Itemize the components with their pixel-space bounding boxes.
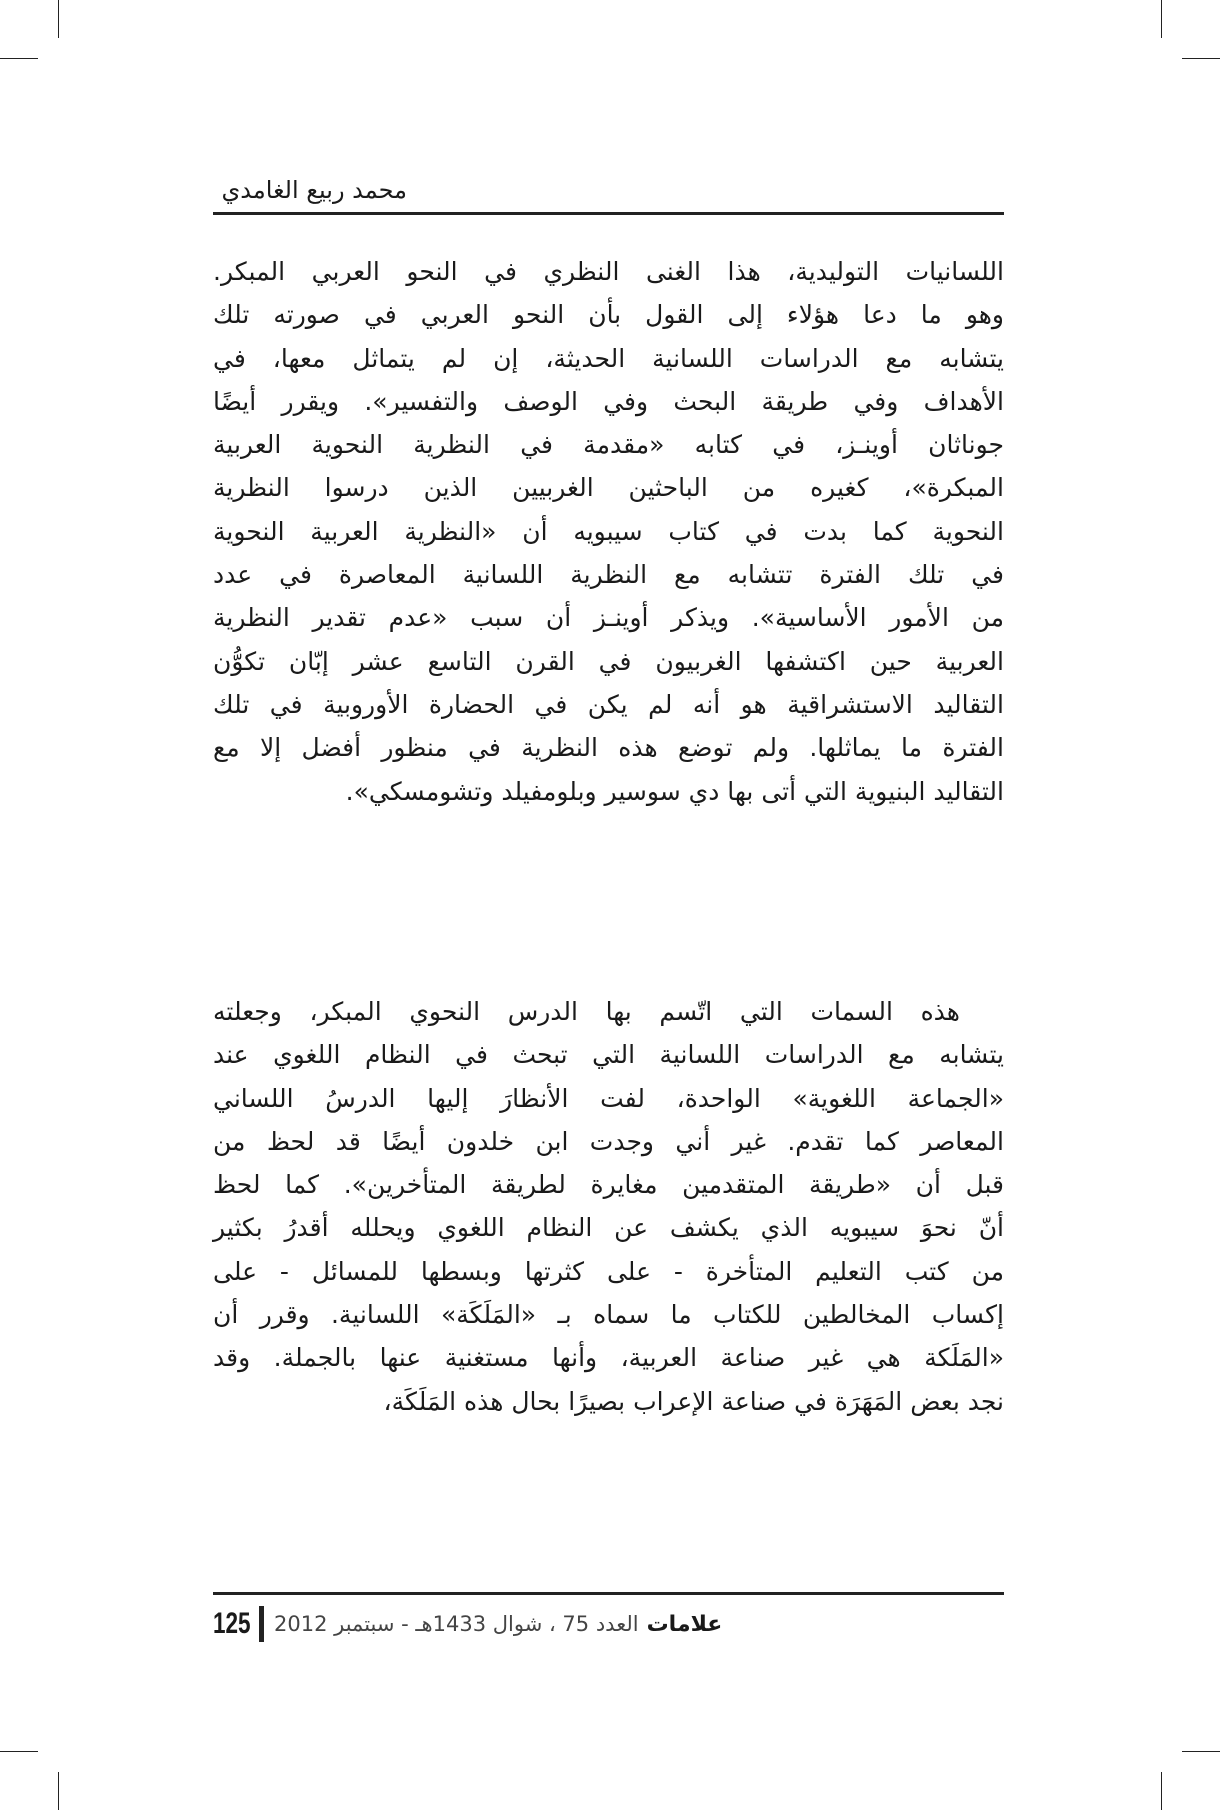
journal-logo: علامات xyxy=(646,1611,723,1637)
paragraph-1 xyxy=(213,250,1004,813)
crop-mark xyxy=(58,0,59,38)
text-line: هذه السمات التي اتّسم بها الدرس النحوي المبكر، وجعلته xyxy=(213,997,960,1026)
paragraph-2 xyxy=(213,990,1004,1423)
text-line: «الجماعة اللغوية» الواحدة، لفت الأنظارَ إليها الدرسُ اللساني xyxy=(213,1083,1004,1113)
crop-mark xyxy=(1182,1751,1220,1752)
text-line: في تلك الفترة تتشابه مع النظرية اللسانية المعاصرة في عدد xyxy=(213,560,1004,590)
text-line: نجد بعض المَهَرَة في صناعة الإعراب بصيرًا بحال هذه المَلَكَة، xyxy=(383,1386,1004,1416)
crop-mark xyxy=(0,58,38,59)
footer xyxy=(213,1604,1004,1644)
page-number: 125 xyxy=(213,1607,251,1640)
text-line: جوناثان أوينـز، في كتابه «مقدمة في النظرية النحوية العربية xyxy=(213,430,1004,460)
text-line: الفترة ما يماثلها. ولم توضع هذه النظرية في منظور أفضل إلا مع xyxy=(213,733,1004,763)
crop-mark xyxy=(1161,0,1162,38)
text-line: يتشابه مع الدراسات اللسانية الحديثة، إن لم يتماثل معها، في xyxy=(213,343,1004,373)
text-line: العربية حين اكتشفها الغربيون في القرن التاسع عشر إبّان تكوُّن xyxy=(213,646,1004,676)
text-line: من كتب التعليم المتأخرة - على كثرتها وبسطها للمسائل - على xyxy=(213,1256,1004,1286)
text-line: «المَلَكة هي غير صناعة العربية، وأنها مستغنية عنها بالجملة. وقد xyxy=(213,1343,1004,1373)
running-header-author: محمد ربيع الغامدي xyxy=(221,176,407,204)
text-line: المبكرة»، كغيره من الباحثين الغربيين الذين درسوا النظرية xyxy=(213,473,1004,503)
text-line: اللسانيات التوليدية، هذا الغنى النظري في النحو العربي المبكر. xyxy=(213,257,1004,286)
text-line: وهو ما دعا هؤلاء إلى القول بأن النحو العربي في صورته تلك xyxy=(213,300,1004,330)
text-line: الأهداف وفي طريقة البحث وفي الوصف والتفسير». ويقرر أيضًا xyxy=(213,386,1004,416)
text-line: أنّ نحوَ سيبويه الذي يكشف عن النظام اللغوي ويحلله أقدرُ بكثير xyxy=(213,1213,1004,1243)
text-line: النحوية كما بدت في كتاب سيبويه أن «النظرية العربية النحوية xyxy=(213,516,1004,546)
text-line: التقاليد الاستشراقية هو أنه لم يكن في الحضارة الأوروبية في تلك xyxy=(213,689,1004,719)
crop-mark xyxy=(1182,58,1220,59)
issue-info: العدد 75 ، شوال 1433هـ - سبتمبر 2012 xyxy=(274,1612,639,1636)
footer-rule xyxy=(213,1592,1004,1595)
text-line: إكساب المخالطين للكتاب ما سماه بـ «المَلَكَة» اللسانية. وقرر أن xyxy=(213,1300,1004,1330)
text-line: المعاصر كما تقدم. غير أني وجدت ابن خلدون أيضًا قد لحظ من xyxy=(213,1126,1004,1156)
text-line: قبل أن «طريقة المتقدمين مغايرة لطريقة المتأخرين». كما لحظ xyxy=(213,1170,1004,1200)
text-line: التقاليد البنيوية التي أتى بها دي سوسير وبلومفيلد وتشومسكي». xyxy=(345,776,1004,806)
header-rule xyxy=(213,212,1004,215)
footer-divider xyxy=(259,1606,264,1642)
crop-mark xyxy=(1161,1772,1162,1810)
crop-mark xyxy=(0,1751,38,1752)
crop-mark xyxy=(58,1772,59,1810)
text-line: من الأمور الأساسية». ويذكر أوينـز أن سبب «عدم تقدير النظرية xyxy=(213,603,1004,633)
text-line: يتشابه مع الدراسات اللسانية التي تبحث في النظام اللغوي عند xyxy=(213,1040,1004,1070)
